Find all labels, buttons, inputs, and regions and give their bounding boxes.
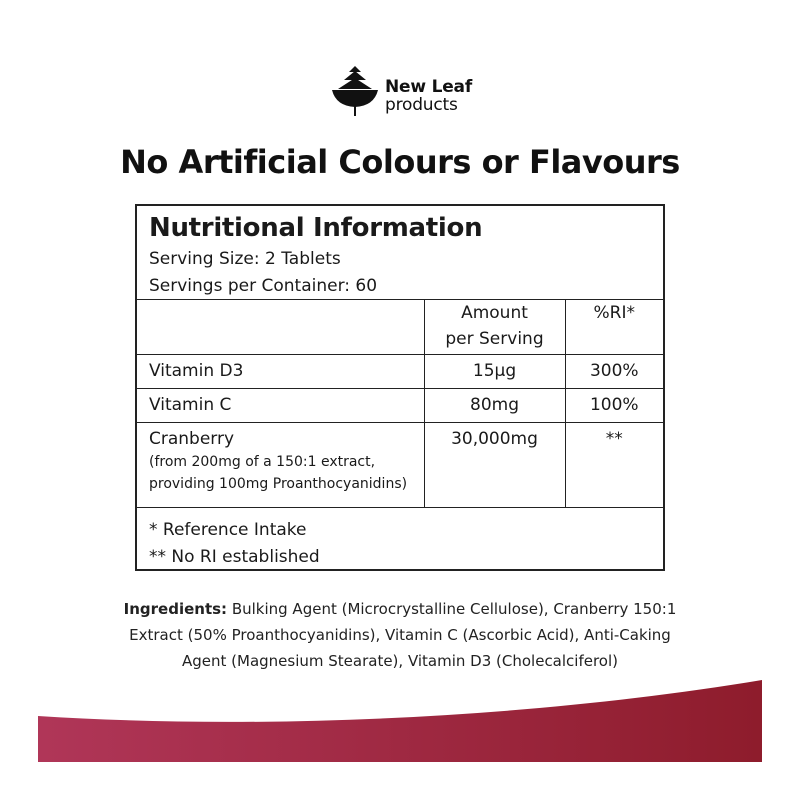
nutrient-amount: 80mg [424,389,565,423]
brand-logo [330,66,480,118]
nutrient-name: Vitamin C [137,389,424,423]
nutrient-amount: 30,000mg [424,423,565,508]
nutrition-table [137,299,663,507]
nutrient-name: Vitamin D3 [137,355,424,389]
nutrient-name: Cranberry [149,429,235,449]
headline: No Artificial Colours or Flavours [120,143,680,181]
nutrient-detail-line2: providing 100mg Proanthocyanidins) [149,476,408,492]
serving-size: Serving Size: 2 Tablets [149,249,341,269]
column-header-amount-line1: Amount [461,303,528,323]
ingredients-text [120,596,680,674]
nutrient-amount: 15µg [424,355,565,389]
column-header-amount-line2: per Serving [445,329,544,349]
column-header-amount [424,300,565,355]
table-row [137,389,663,423]
nutrient-ri: 300% [565,355,663,389]
nutrient-name-cell [137,423,424,508]
servings-per-container: Servings per Container: 60 [149,276,378,296]
brand-name-line1: New Leaf [385,77,473,97]
nutrient-ri: ** [565,423,663,508]
ingredients-list: Bulking Agent (Microcrystalline Cellulose), Cranberry 150:1 Extract (50% Proanthocyanidins), Vitamin C (Ascorbic Acid), Anti-Caking Agent (Magnesium Stearate), Vitamin D3 (Cholecalciferol) [129,600,677,670]
footnote-no-ri: ** No RI established [149,547,320,567]
nutrition-title: Nutritional Information [149,213,483,243]
table-row [137,355,663,389]
column-header-nutrient [137,300,424,355]
nutrition-panel [135,204,665,571]
column-header-ri: %RI* [565,300,663,355]
nutrient-detail-line1: (from 200mg of a 150:1 extract, [149,454,376,470]
table-row [137,423,663,508]
footnote-reference-intake: * Reference Intake [149,520,307,540]
nutrition-header [137,206,663,299]
nutrient-ri: 100% [565,389,663,423]
table-header-row [137,300,663,355]
nutrition-footnotes [137,507,663,573]
leaf-tree-logo-icon [330,66,380,118]
decorative-wave-banner [38,680,762,762]
brand-name [385,78,472,114]
ingredients-label: Ingredients: [123,600,228,618]
brand-name-line2: products [385,95,458,115]
